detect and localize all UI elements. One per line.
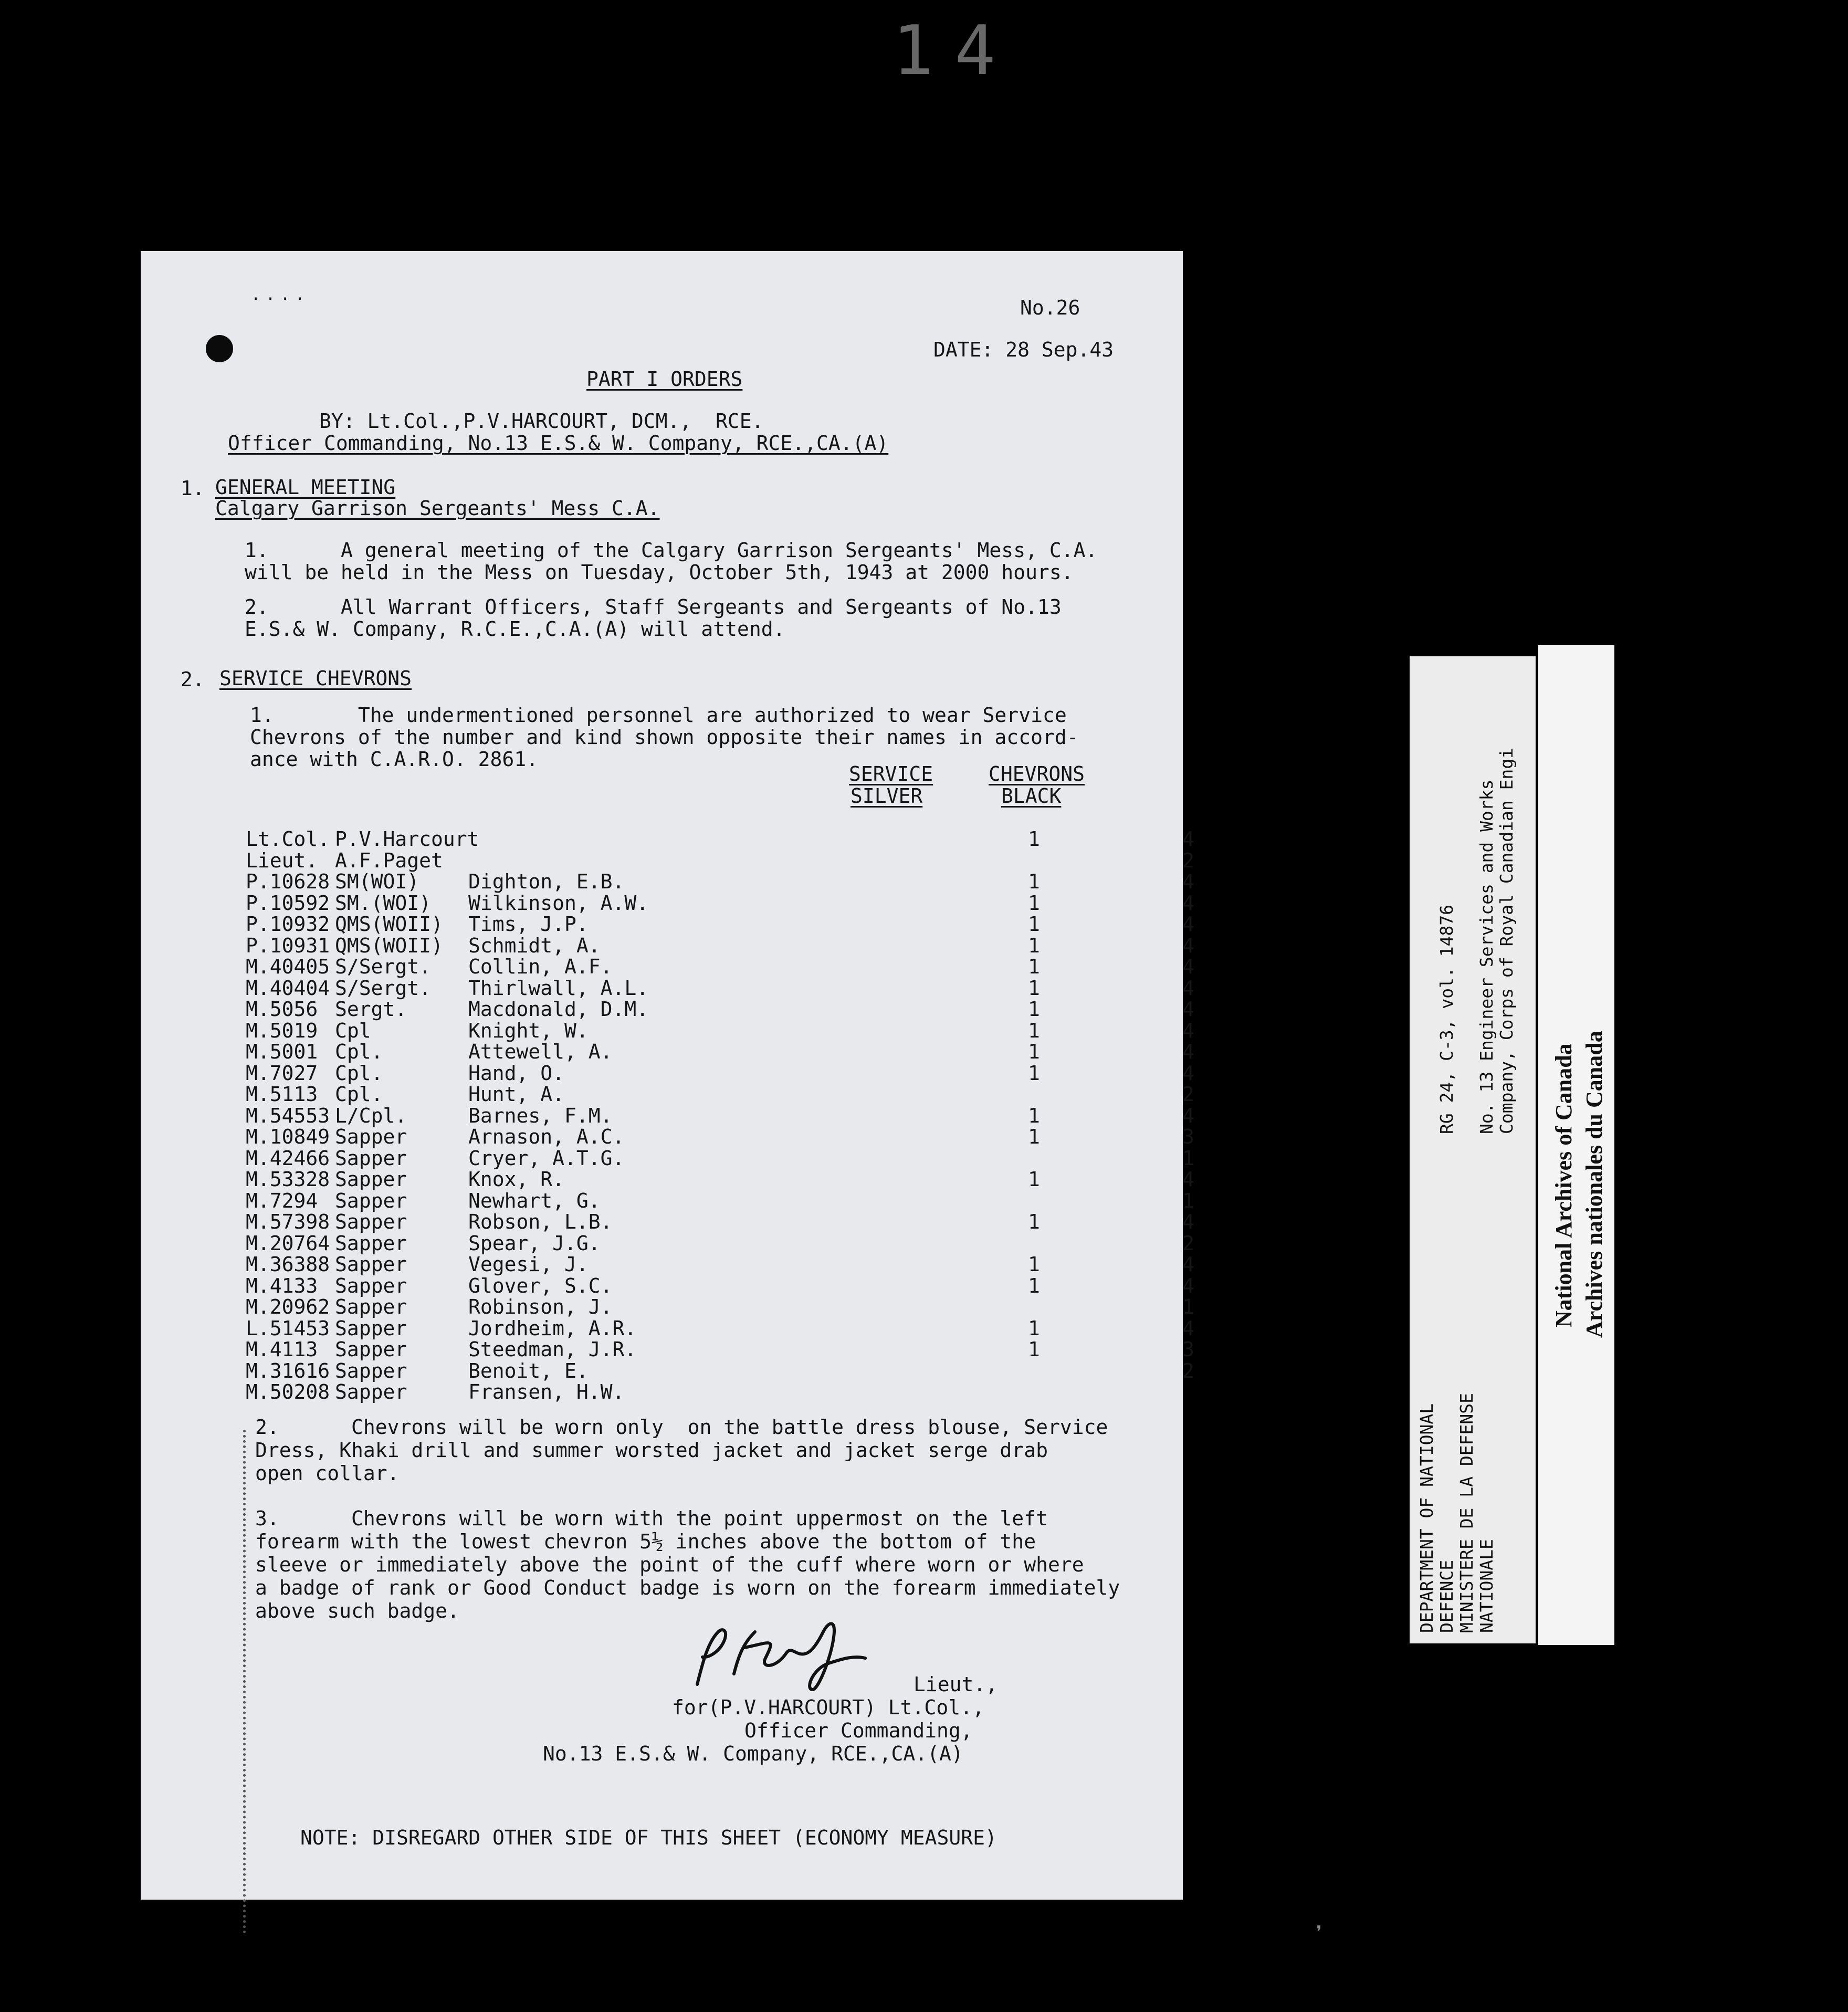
cell-rank: S/Sergt. [335,976,432,1000]
cell-name: Arnason, A.C. [468,1125,625,1148]
cell-num: P.10931 [246,934,330,957]
cell-black: 2 [1182,1083,1194,1106]
punch-hole [206,335,233,362]
cell-num: M.5019 [246,1019,318,1042]
section-2-number: 2. [181,668,205,691]
cell-name: Tims, J.P. [468,913,589,936]
cell-name: Attewell, A. [468,1040,613,1063]
cell-num: M.20962 [246,1295,330,1318]
label-description-line-2: Company, Corps of Royal Canadian Engi [1496,748,1517,1134]
national-archives-french: Archives nationales du Canada [1581,1031,1607,1338]
cell-rank: Sapper [335,1168,407,1191]
cell-rank: SM(WOI) [335,870,419,893]
cell-num: P.10628 [246,870,330,893]
cell-black: 4 [1182,1040,1194,1063]
cell-black: 4 [1182,1019,1194,1042]
cell-silver: 1 [1028,976,1040,1000]
officer-line: Officer Commanding, No.13 E.S.& W. Company, RCE.,CA.(A) [228,432,889,455]
cell-black: 1 [1182,1189,1194,1212]
cell-num: M.54553 [246,1104,330,1127]
section-2-para-1-line-3: ance with C.A.R.O. 2861. [250,748,539,771]
section-2-para-1-line-1: 1. The undermentioned personnel are authorized to wear Service [250,704,1067,727]
cell-num: M.40405 [246,955,330,978]
cell-black: 4 [1182,955,1194,978]
cell-rank: Sapper [335,1274,407,1297]
cell-rank: Sapper [335,1380,407,1403]
cell-num: M.10849 [246,1125,330,1148]
handwritten-signature [687,1611,907,1695]
cell-rank: Sapper [335,1359,407,1382]
cell-rank: Sapper [335,1189,407,1212]
section-2-para-2-line-3: open collar. [255,1462,400,1485]
section-2-para-2-line-1: 2. Chevrons will be worn only on the battle dress blouse, Service [255,1416,1108,1439]
cell-black: 4 [1182,1274,1194,1297]
cell-num: M.5056 [246,998,318,1021]
order-number: No.26 [1020,296,1080,319]
cell-silver: 1 [1028,1104,1040,1127]
cell-name: Jordheim, A.R. [468,1316,637,1340]
cell-name: Robson, L.B. [468,1210,613,1233]
section-1-para-1-line-1: 1. A general meeting of the Calgary Garrison Sergeants' Mess, C.A. [245,539,1098,562]
cell-silver: 1 [1028,913,1040,936]
cell-num: M.5001 [246,1040,318,1063]
cell-rank: Sapper [335,1338,407,1361]
cell-num: M.7294 [246,1189,318,1212]
cell-silver: 1 [1028,998,1040,1021]
section-2-para-3-line-2: forearm with the lowest chevron 5½ inches above the bottom of the [255,1530,1036,1553]
economy-note: NOTE: DISREGARD OTHER SIDE OF THIS SHEET (ECONOMY MEASURE) [300,1826,997,1849]
cell-name: Barnes, F.M. [468,1104,613,1127]
section-2-para-3-line-1: 3. Chevrons will be worn with the point uppermost on the left [255,1507,1048,1530]
cell-black: 4 [1182,827,1194,851]
cell-rank: Sapper [335,1295,407,1318]
section-2-para-3-line-4: a badge of rank or Good Conduct badge is worn on the forearm immediately [255,1576,1120,1599]
section-1-subheading: Calgary Garrison Sergeants' Mess C.A. [215,497,660,520]
cell-name: Thirlwall, A.L. [468,976,649,1000]
cell-rank: Sapper [335,1316,407,1340]
cell-rank: P.V.Harcourt [335,827,479,851]
cell-name: Macdonald, D.M. [468,998,649,1021]
cell-num: P.10592 [246,891,330,915]
section-2-para-1-line-2: Chevrons of the number and kind shown opposite their names in accord- [250,726,1079,749]
cell-rank: QMS(WOII) [335,913,443,936]
section-2-heading: SERVICE CHEVRONS [219,667,412,690]
cell-black: 4 [1182,891,1194,915]
label-department-line-4: NATIONALE [1476,1539,1497,1633]
cell-rank: Sergt. [335,998,407,1021]
cell-silver: 1 [1028,1253,1040,1276]
column-header-service: SERVICE [849,762,933,785]
national-archives-label [1538,645,1614,1645]
signature-line-4: No.13 E.S.& W. Company, RCE.,CA.(A) [543,1742,963,1765]
cell-name: Newhart, G. [468,1189,601,1212]
cell-black: 3 [1182,1125,1194,1148]
section-1-para-2-line-1: 2. All Warrant Officers, Staff Sergeants and Sergeants of No.13 [245,595,1062,619]
cell-rank: Sapper [335,1231,407,1255]
page-title: PART I ORDERS [586,368,743,391]
label-department-line-2: DEFENCE [1436,1559,1457,1633]
cell-name: Wilkinson, A.W. [468,891,649,915]
cell-rank: Sapper [335,1210,407,1233]
cell-num: Lieut. [246,848,318,872]
cell-name: Dighton, E.B. [468,870,625,893]
cell-num: M.5113 [246,1083,318,1106]
section-1-para-1-line-2: will be held in the Mess on Tuesday, October 5th, 1943 at 2000 hours. [245,561,1074,584]
cell-name: Hand, O. [468,1061,565,1085]
cell-name: Cryer, A.T.G. [468,1146,625,1170]
cell-silver: 1 [1028,1210,1040,1233]
cell-rank: S/Sergt. [335,955,432,978]
cell-rank: Cpl. [335,1061,383,1085]
cell-silver: 1 [1028,1168,1040,1191]
cell-silver: 1 [1028,1061,1040,1085]
cell-num: M.42466 [246,1146,330,1170]
national-archives-english: National Archives of Canada [1551,1043,1577,1327]
cell-rank: A.F.Paget [335,848,443,872]
cell-black: 2 [1182,848,1194,872]
section-2-para-2-line-2: Dress, Khaki drill and summer worsted jacket and jacket serge drab [255,1439,1048,1462]
cell-silver: 1 [1028,934,1040,957]
cell-black: 4 [1182,1061,1194,1085]
column-header-black: BLACK [1001,784,1062,808]
cell-rank: Cpl [335,1019,371,1042]
cell-rank: Sapper [335,1125,407,1148]
cell-silver: 1 [1028,955,1040,978]
cell-name: Spear, J.G. [468,1231,601,1255]
label-department-line-1: DEPARTMENT OF NATIONAL [1416,1403,1437,1633]
signature-line-3: Officer Commanding, [744,1719,973,1742]
cell-num: M.57398 [246,1210,330,1233]
cell-num: M.4113 [246,1338,318,1361]
cell-silver: 1 [1028,1274,1040,1297]
cell-num: Lt.Col. [246,827,330,851]
signature-line-1: Lieut., [914,1673,998,1696]
cell-black: 4 [1182,1104,1194,1127]
cell-num: M.20764 [246,1231,330,1255]
cell-silver: 1 [1028,1019,1040,1042]
orders-document [141,251,1194,1900]
cell-num: M.36388 [246,1253,330,1276]
cell-black: 4 [1182,1316,1194,1340]
cell-rank: SM.(WOI) [335,891,432,915]
column-header-chevrons: CHEVRONS [989,762,1085,785]
label-description-line-1: No. 13 Engineer Services and Works [1476,779,1497,1134]
cell-rank: Sapper [335,1253,407,1276]
cell-name: Hunt, A. [468,1083,565,1106]
cell-black: 4 [1182,934,1194,957]
section-1-number: 1. [181,477,205,500]
microfilm-frame-number: 14 [892,11,1017,90]
section-2-para-3-line-3: sleeve or immediately above the point of the cuff where worn or where [255,1553,1084,1576]
cell-black: 2 [1182,1231,1194,1255]
cell-name: Glover, S.C. [468,1274,613,1297]
cell-num: M.53328 [246,1168,330,1191]
cell-num: M.50208 [246,1380,330,1403]
archive-reference-label [1410,656,1536,1643]
cell-rank: QMS(WOII) [335,934,443,957]
cell-rank: Sapper [335,1146,407,1170]
cell-num: M.40404 [246,976,330,1000]
section-1-heading: GENERAL MEETING [215,476,396,499]
cell-black: 4 [1182,870,1194,893]
film-speck: ❜ [1312,1922,1326,1946]
cell-name: Robinson, J. [468,1295,613,1318]
cell-black: 4 [1182,1210,1194,1233]
cell-black: 4 [1182,976,1194,1000]
cell-silver: 1 [1028,891,1040,915]
cell-name: Collin, A.F. [468,955,613,978]
cell-name: Knox, R. [468,1168,565,1191]
section-2-para-3-line-5: above such badge. [255,1599,459,1622]
cell-silver: 1 [1028,1316,1040,1340]
cell-silver: 1 [1028,827,1040,851]
cell-silver: 1 [1028,1040,1040,1063]
cell-rank: L/Cpl. [335,1104,407,1127]
cell-black: 3 [1182,1338,1194,1361]
cell-black: 1 [1182,1146,1194,1170]
cell-num: L.51453 [246,1316,330,1340]
cell-name: Knight, W. [468,1019,589,1042]
cell-num: M.4133 [246,1274,318,1297]
cell-black: 4 [1182,913,1194,936]
column-header-silver: SILVER [850,784,923,808]
cell-black: 4 [1182,998,1194,1021]
cell-rank: Cpl. [335,1040,383,1063]
signature-line-2: for(P.V.HARCOURT) Lt.Col., [672,1696,984,1719]
cell-silver: 1 [1028,1125,1040,1148]
cell-num: P.10932 [246,913,330,936]
cell-black: 2 [1182,1359,1194,1382]
section-1-para-2-line-2: E.S.& W. Company, R.C.E.,C.A.(A) will attend. [245,617,785,641]
margin-dots: .... [251,286,310,304]
order-date: DATE: 28 Sep.43 [933,338,1114,361]
cell-name: Fransen, H.W. [468,1380,625,1403]
cell-name: Steedman, J.R. [468,1338,637,1361]
label-department-line-3: MINISTERE DE LA DEFENSE [1456,1393,1477,1633]
cell-name: Vegesi, J. [468,1253,589,1276]
cell-black: 4 [1182,1168,1194,1191]
cell-silver: 1 [1028,1338,1040,1361]
cell-silver: 1 [1028,870,1040,893]
cell-name: Benoit, E. [468,1359,589,1382]
dotted-margin-line [243,1430,249,1934]
cell-rank: Cpl. [335,1083,383,1106]
by-line: BY: Lt.Col.,P.V.HARCOURT, DCM., RCE. [319,410,764,433]
cell-num: M.31616 [246,1359,330,1382]
label-reference: RG 24, C-3, vol. 14876 [1436,904,1457,1134]
cell-num: M.7027 [246,1061,318,1085]
cell-black: 4 [1182,1253,1194,1276]
cell-black: 1 [1182,1295,1194,1318]
cell-name: Schmidt, A. [468,934,601,957]
